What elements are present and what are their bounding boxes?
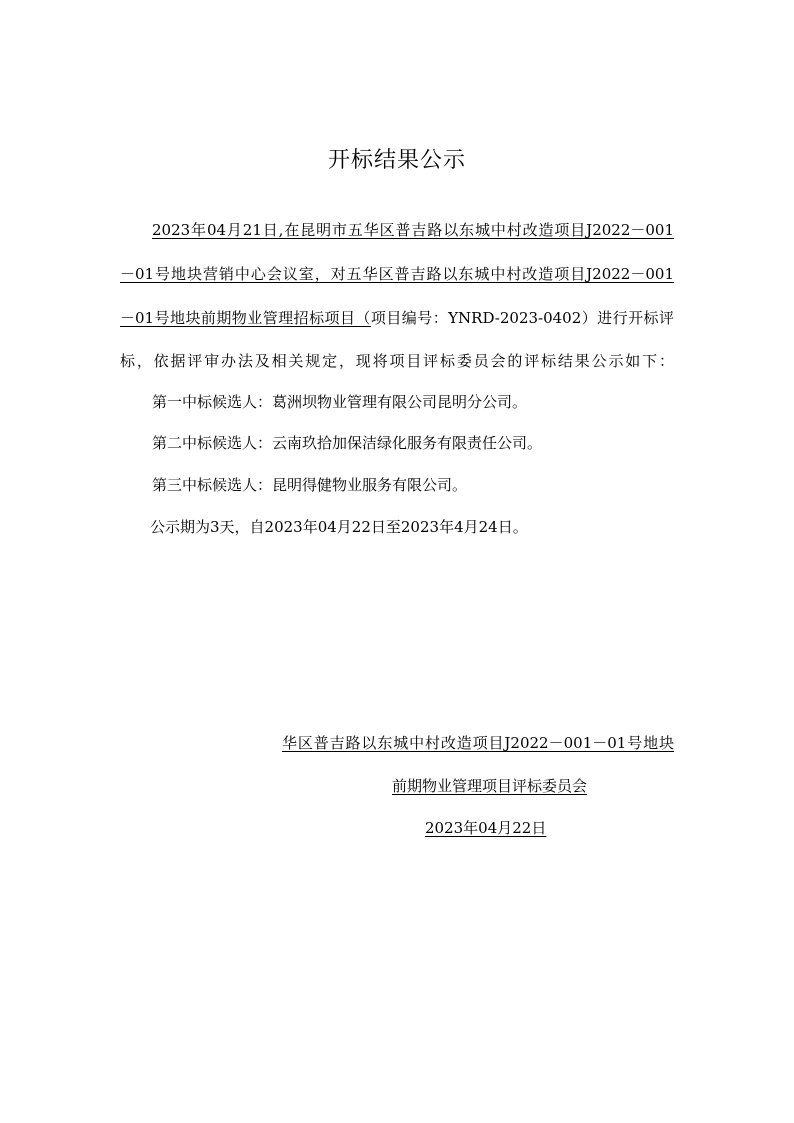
page-title: 开标结果公示: [327, 148, 466, 173]
paragraph-line-3-rest: 项目编号：YNRD-2023-0402）进行开标评: [370, 309, 674, 327]
signature-date: 2023年04月22日: [425, 819, 547, 837]
signature-committee-line-1: 华区普吉路以东城中村改造项目J2022－001－01号地块: [282, 734, 674, 752]
paragraph-line-2: －01号地块营销中心会议室，对五华区普吉路以东城中村改造项目J2022－001: [120, 265, 674, 283]
candidate-first: 第一中标候选人：葛洲坝物业管理有限公司昆明分公司。: [152, 393, 528, 411]
paragraph-line-4: 标，依据评审办法及相关规定，现将项目评标委员会的评标结果公示如下：: [120, 352, 674, 370]
candidate-second: 第二中标候选人：云南玖拾加保洁绿化服务有限责任公司。: [152, 434, 543, 452]
signature-committee-line-2: 前期物业管理项目评标委员会: [392, 777, 588, 795]
paragraph-line-3-underlined: －01号地块前期物业管理招标项目（: [120, 309, 371, 327]
paragraph-line-3: [120, 308, 674, 328]
paragraph-line-1: 2023年04月21日,在昆明市五华区普吉路以东城中村改造项目J2022－001: [152, 221, 674, 239]
candidate-third: 第三中标候选人：昆明得健物业服务有限公司。: [152, 476, 468, 494]
notice-period: 公示期为3天，自2023年04月22日至2023年4月24日。: [150, 518, 528, 536]
